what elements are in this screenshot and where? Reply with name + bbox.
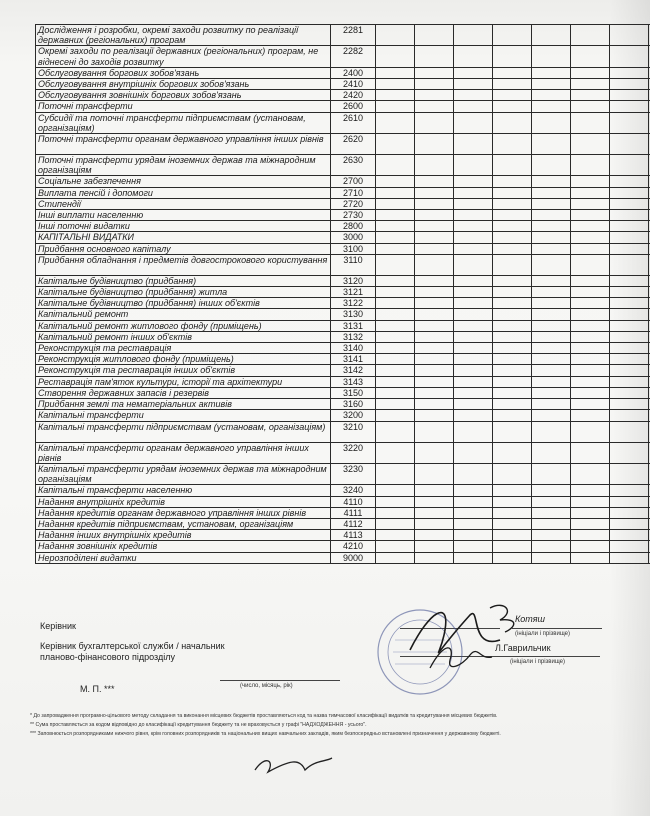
row-name: Капітальні трансферти урядам іноземних держав та міжнародним організаціям [36,463,331,484]
row-name: Надання зовнішніх кредитів [36,541,331,552]
row-code: 4112 [331,518,376,529]
head-name: Котяш [515,614,545,624]
row-code: 2730 [331,210,376,221]
row-code: 2610 [331,112,376,133]
row-name: Обслуговування зовнішніх боргових зобов'язань [36,90,331,101]
row-code: 3100 [331,243,376,254]
row-code: 4113 [331,530,376,541]
row-code: 3131 [331,320,376,331]
row-name: Реконструкція та реставрація [36,343,331,354]
row-name: Надання кредитів органам державного управління інших рівнів [36,507,331,518]
row-code: 2410 [331,79,376,90]
footnote-2: ** Сума проставляється за кодом відповідно до класифікації кредитування бюджету та не враховується у графі "НАДХОДЖЕННЯ - усього". [30,722,367,728]
row-code: 3000 [331,232,376,243]
row-name: Поточні трансферти [36,101,331,112]
row-code: 3150 [331,387,376,398]
row-name: Реконструкція житлового фонду (приміщень) [36,354,331,365]
row-name: Поточні трансферти урядам іноземних держав та міжнародним організаціям [36,155,331,176]
row-name: Капітальний ремонт інших об'єктів [36,331,331,342]
row-name: Надання кредитів підприємствам, установам, організаціям [36,518,331,529]
stamp-label: М. П. *** [80,684,115,694]
row-code: 3130 [331,309,376,320]
row-code: 3120 [331,275,376,286]
row-code: 3200 [331,410,376,421]
row-code: 3110 [331,254,376,275]
row-name: Капітальне будівництво (придбання) житла [36,287,331,298]
row-name: Капітальний ремонт житлового фонду (приміщень) [36,320,331,331]
row-code: 2710 [331,187,376,198]
row-code: 3240 [331,485,376,496]
row-code: 3142 [331,365,376,376]
footnote-3: *** Заповнюється розпорядниками нижчого рівня, крім головних розпорядників та національних вищих навчальних закладів, яким безпосередньо встановлені призначення у державному бюджеті. [30,731,501,737]
row-code: 4110 [331,496,376,507]
row-code: 2400 [331,67,376,78]
row-name: Обслуговування боргових зобов'язань [36,67,331,78]
row-name: Виплата пенсій і допомоги [36,187,331,198]
row-code: 3210 [331,421,376,442]
accountant-label-2: планово-фінансового підрозділу [40,652,175,662]
date-caption: (число, місяць, рік) [240,683,293,689]
accountant-name-caption: (ініціали і прізвище) [510,659,566,665]
row-name: Реставрація пам'яток культури, історії та архітектури [36,376,331,387]
row-name: Придбання основного капіталу [36,243,331,254]
head-name-caption: (ініціали і прізвище) [515,631,571,637]
row-code: 9000 [331,552,376,563]
row-name: Інші виплати населенню [36,210,331,221]
row-code: 2420 [331,90,376,101]
row-name: Капітальні трансферти підприємствам (установам, організаціям) [36,421,331,442]
row-code: 2281 [331,25,376,46]
head-label: Керівник [40,621,76,631]
row-name: Капітальні трансферти органам державного управління інших рівнів [36,442,331,463]
row-name: Реконструкція та реставрація інших об'єктів [36,365,331,376]
row-code: 3220 [331,442,376,463]
row-code: 2620 [331,134,376,155]
row-name: Стипендії [36,198,331,209]
row-code: 3141 [331,354,376,365]
row-name: Капітальне будівництво (придбання) інших об'єктів [36,298,331,309]
row-name: Дослідження і розробки, окремі заходи розвитку по реалізації державних (регіональних) програм [36,25,331,46]
row-code: 2800 [331,221,376,232]
row-name: Надання інших внутрішніх кредитів [36,530,331,541]
row-name: Капітальні трансферти [36,410,331,421]
row-name: Субсидії та поточні трансферти підприємствам (установам, організаціям) [36,112,331,133]
row-code: 4210 [331,541,376,552]
row-name: КАПІТАЛЬНІ ВИДАТКИ [36,232,331,243]
row-code: 3121 [331,287,376,298]
row-code: 3160 [331,399,376,410]
row-code: 2700 [331,176,376,187]
row-name: Придбання землі та нематеріальних активів [36,399,331,410]
row-name: Поточні трансферти органам державного управління інших рівнів [36,134,331,155]
row-code: 3140 [331,343,376,354]
row-code: 3132 [331,331,376,342]
row-name: Придбання обладнання і предметів довгострокового користування [36,254,331,275]
footnote-1: * До запровадження програмно-цільового методу складання та виконання місцевих бюджетів проставляються код та назва тимчасової класифікації видатків та кредитування місцевих бюджетів. [30,713,498,719]
row-name: Створення державних запасів і резервів [36,387,331,398]
row-name: Окремі заходи по реалізації державних (регіональних) програм, не віднесені до заходів розвитку [36,46,331,67]
row-code: 3122 [331,298,376,309]
row-name: Капітальне будівництво (придбання) [36,275,331,286]
row-code: 4111 [331,507,376,518]
row-code: 3143 [331,376,376,387]
row-name: Соціальне забезпечення [36,176,331,187]
row-name: Капітальний ремонт [36,309,331,320]
row-code: 2720 [331,198,376,209]
row-code: 2600 [331,101,376,112]
row-name: Нерозподілені видатки [36,552,331,563]
accountant-name: Л.Гаврильчик [495,643,551,653]
row-code: 2282 [331,46,376,67]
row-code: 3230 [331,463,376,484]
row-name: Капітальні трансферти населенню [36,485,331,496]
row-name: Обслуговування внутрішніх боргових зобов'язань [36,79,331,90]
row-name: Інші поточні видатки [36,221,331,232]
accountant-label-1: Керівник бухгалтерської служби / начальник [40,641,225,651]
row-code: 2630 [331,155,376,176]
row-name: Надання внутрішніх кредитів [36,496,331,507]
